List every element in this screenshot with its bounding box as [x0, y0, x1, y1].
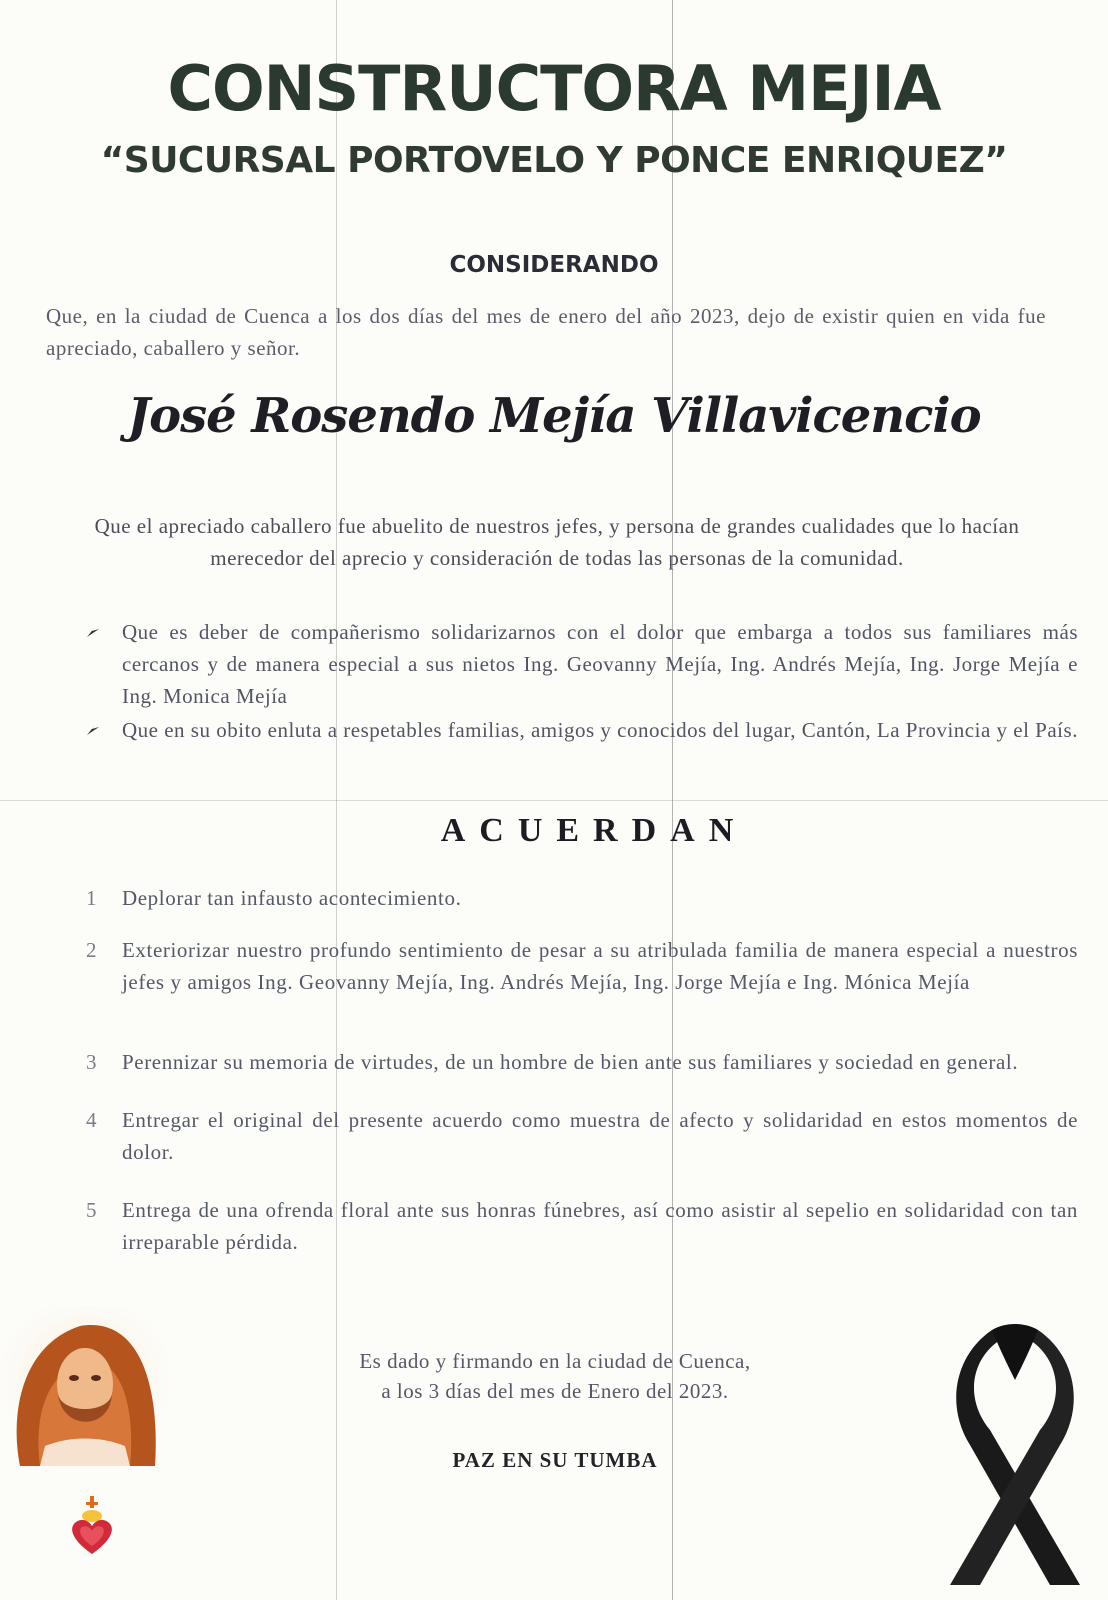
mourning-ribbon-icon — [930, 1320, 1100, 1590]
bullet-text: Que en su obito enluta a respetables familias, amigos y conocidos del lugar, Cantón, La Provincia y el País. — [122, 718, 1078, 742]
closing-statement — [200, 1346, 910, 1406]
agreement-number: 5 — [86, 1198, 98, 1222]
agreement-item — [86, 1194, 1078, 1258]
bullet-item — [86, 616, 1078, 712]
considerando-bullets — [86, 616, 1078, 748]
agreement-item — [86, 882, 1078, 914]
agreement-number: 2 — [86, 938, 98, 962]
fold-line — [0, 800, 1108, 801]
considerando-heading: CONSIDERANDO — [449, 252, 659, 278]
quality-paragraph: Que el apreciado caballero fue abuelito de nuestros jefes, y persona de grandes cualidades que lo hacían merecedor del aprecio y consideración de todas las personas de la comunidad. — [94, 514, 1020, 570]
peace-line: PAZ EN SU TUMBA — [452, 1448, 658, 1472]
agreement-number: 4 — [86, 1108, 98, 1132]
agreement-text: Perennizar su memoria de virtudes, de un hombre de bien ante sus familiares y sociedad en general. — [122, 1050, 1019, 1074]
agreement-number: 3 — [86, 1050, 98, 1074]
agreement-item — [86, 934, 1078, 998]
sacred-heart-icon — [64, 1494, 120, 1556]
jesus-portrait-image — [0, 1306, 170, 1466]
agreement-text: Entrega de una ofrenda floral ante sus honras fúnebres, así como asistir al sepelio en solidaridad con tan irreparable pérdida. — [122, 1198, 1078, 1254]
agreement-list — [86, 882, 1078, 1258]
closing-line: a los 3 días del mes de Enero del 2023. — [381, 1379, 729, 1403]
arrow-bullet-icon — [86, 724, 100, 736]
agreement-text: Entregar el original del presente acuerdo como muestra de afecto y solidaridad en estos momentos de dolor. — [122, 1108, 1078, 1164]
bullet-text: Que es deber de compañerismo solidarizarnos con el dolor que embarga a todos sus familiares más cercanos y de manera especial a sus nietos Ing. Geovanny Mejía, Ing. Andrés Mejía, Ing. Jorge Mejía e Ing. Monica Mejía — [122, 620, 1078, 708]
closing-line: Es dado y firmando en la ciudad de Cuenca, — [359, 1349, 751, 1373]
intro-paragraph: Que, en la ciudad de Cuenca a los dos días del mes de enero del año 2023, dejo de existir quien en vida fue apreciado, caballero y señor. — [46, 304, 1046, 360]
company-title: CONSTRUCTORA MEJIA — [167, 52, 941, 125]
agreement-text: Deplorar tan infausto acontecimiento. — [122, 886, 462, 910]
acuerdan-heading: ACUERDAN — [440, 812, 748, 849]
branch-subtitle: “SUCURSAL PORTOVELO Y PONCE ENRIQUEZ” — [100, 140, 1008, 181]
agreement-number: 1 — [86, 886, 98, 910]
agreement-item — [86, 1104, 1078, 1168]
bullet-item — [86, 714, 1078, 746]
agreement-text: Exteriorizar nuestro profundo sentimiento de pesar a su atribulada familia de manera especial a nuestros jefes y amigos Ing. Geovanny Mejía, Ing. Andrés Mejía, Ing. Jorge Mejía e Ing. Mónica Mejía — [122, 938, 1078, 994]
arrow-bullet-icon — [86, 626, 100, 638]
agreement-item — [86, 1046, 1078, 1078]
deceased-name: José Rosendo Mejía Villavicencio — [127, 388, 981, 444]
